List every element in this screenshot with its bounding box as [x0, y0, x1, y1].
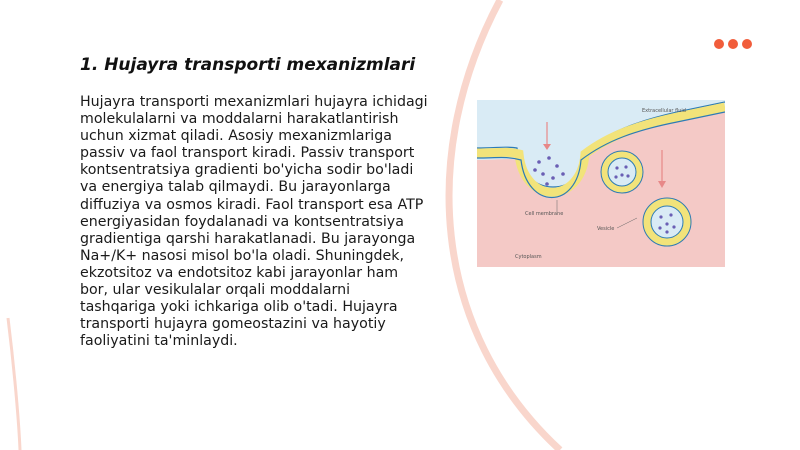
menu-dots [714, 39, 752, 49]
accent-dot [742, 39, 752, 49]
accent-dot [728, 39, 738, 49]
label-membrane: Cell membrane [525, 211, 564, 217]
slide-title: 1. Hujayra transporti mexanizmlari [80, 55, 416, 75]
particles [533, 156, 565, 186]
label-outside: Extracellular fluid [642, 108, 686, 114]
vesicle [601, 151, 643, 193]
vesicle [643, 198, 691, 246]
label-vesicle: Vesicle [597, 226, 615, 232]
slide-body: Hujayra transporti mexanizmlari hujayra ichidagi molekulalarni va moddalarni harakatlantirish uchun xizmat qiladi. Asosiy mexanizmlariga passiv va faol transport kiradi. Passiv transport kontsentratsiya gradienti bo'yicha sodir bo'ladi va energiya talab qilmaydi. Bu jarayonlarga diffuziya va osmos kiradi. Faol transport esa ATP energiyasidan foydalanadi va kontsentratsiya gradientiga qarshi harakatlanadi. Bu jarayonga Na+/K+ nasosi misol bo'la oladi. Shuningdek, ekzotsitoz va endotsitoz kabi jarayonlar ham bor, ular vesikulalar orqali moddalarni tashqariga yoki ichkariga olib o'tadi. Hujayra transporti hujayra gomeostazini va hayotiy faoliyatini ta'minlaydi. [80, 94, 428, 350]
endocytosis-diagram [477, 100, 725, 267]
cytoplasm-region [477, 112, 725, 267]
label-cytoplasm: Cytoplasm [515, 254, 542, 260]
accent-dot [714, 39, 724, 49]
